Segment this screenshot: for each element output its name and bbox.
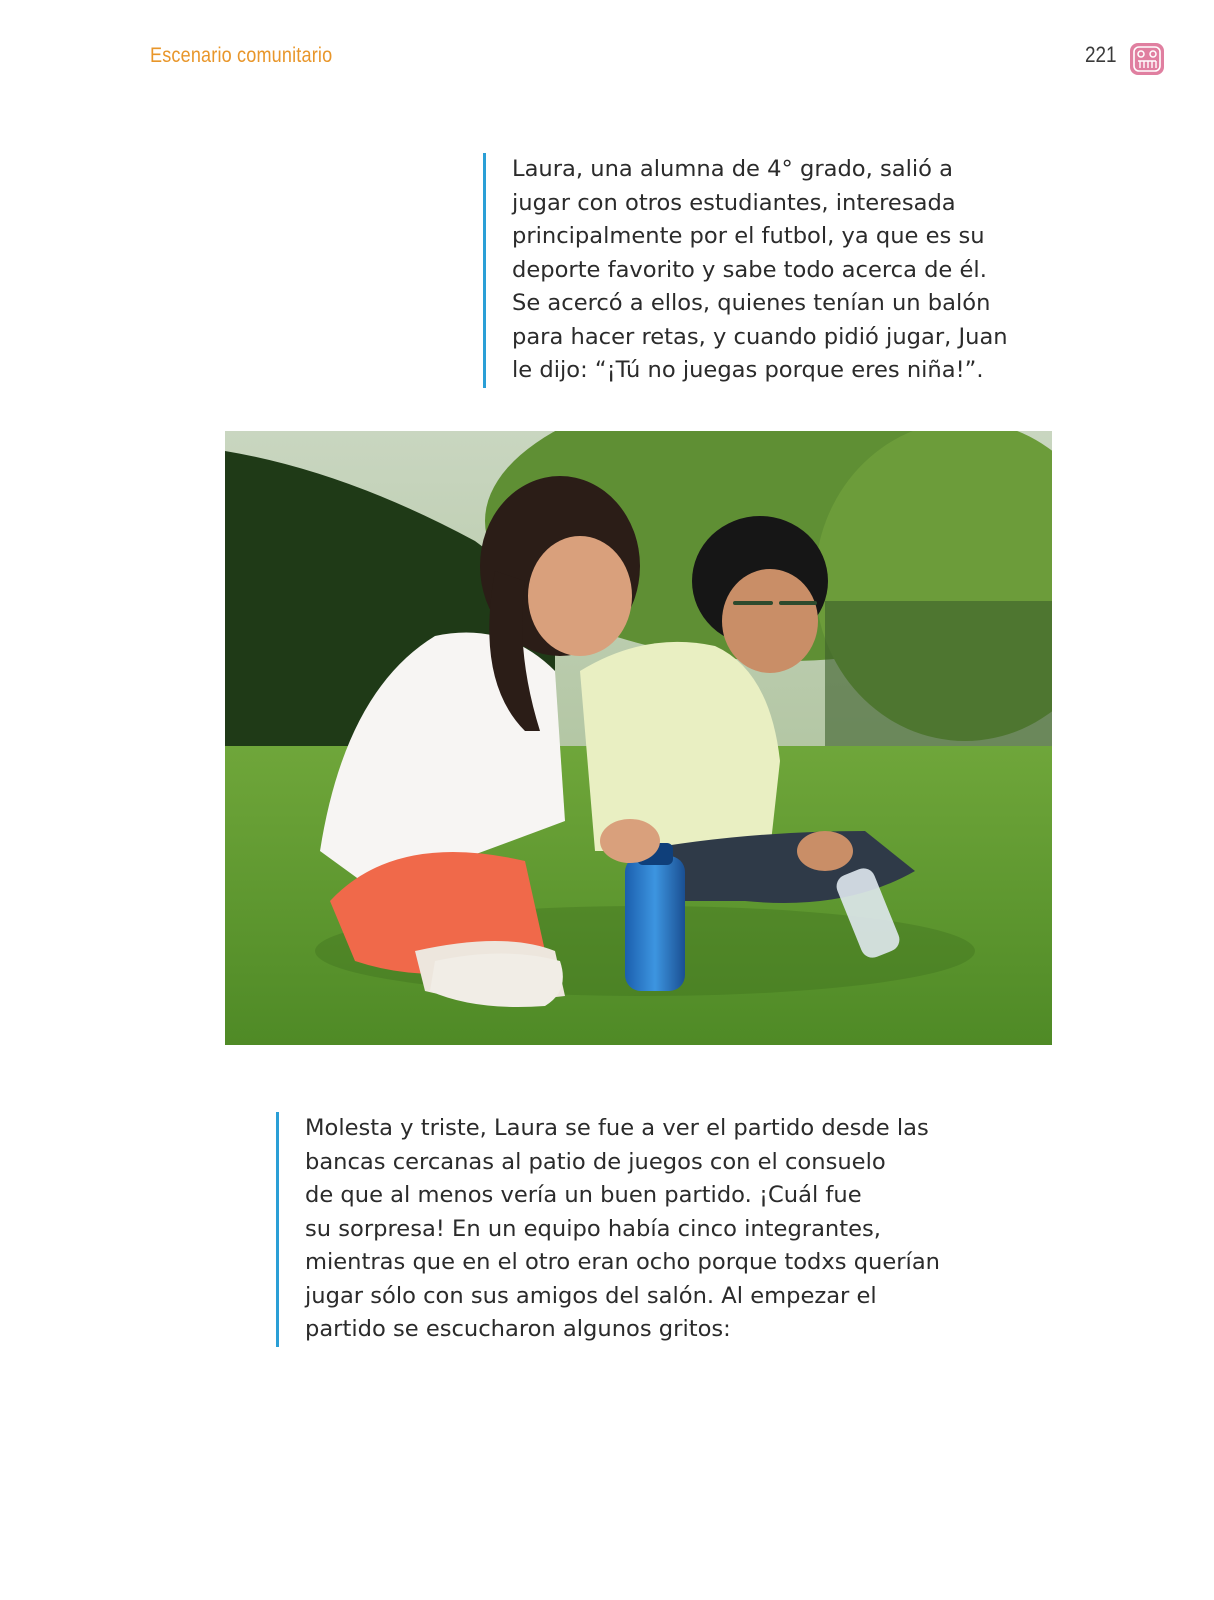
continuation-line: jugar sólo con sus amigos del salón. Al empezar el <box>305 1282 877 1309</box>
page-number: 221 <box>1085 42 1117 67</box>
continuation-line: mientras que en el otro eran ocho porque todxs querían <box>305 1249 940 1275</box>
intro-line: jugar con otros estudiantes, interesada <box>512 189 956 216</box>
photo-children-on-grass <box>225 431 1052 1045</box>
continuation-line: Molesta y triste, Laura se fue a ver el partido desde las <box>305 1115 929 1141</box>
intro-line: principalmente por el futbol, ya que es su <box>512 223 985 249</box>
section-title: Escenario comunitario <box>150 44 333 67</box>
intro-line: deporte favorito y sabe todo acerca de él. <box>512 256 987 283</box>
continuation-paragraph <box>276 1112 940 1347</box>
intro-line: le dijo: “¡Tú no juegas porque eres niña!”. <box>512 357 984 383</box>
intro-line: Se acercó a ellos, quienes tenían un balón <box>512 290 991 316</box>
continuation-line: su sorpresa! En un equipo había cinco integrantes, <box>305 1215 881 1242</box>
continuation-line: partido se escucharon algunos gritos: <box>305 1316 731 1342</box>
continuation-line: de que al menos vería un buen partido. ¡Cuál fue <box>305 1182 862 1208</box>
codex-glyph-icon <box>1129 42 1165 76</box>
intro-line: Laura, una alumna de 4° grado, salió a <box>512 156 954 182</box>
continuation-line: bancas cercanas al patio de juegos con el consuelo <box>305 1148 886 1175</box>
intro-paragraph <box>483 153 1008 388</box>
intro-line: para hacer retas, y cuando pidió jugar, Juan <box>512 323 1008 350</box>
